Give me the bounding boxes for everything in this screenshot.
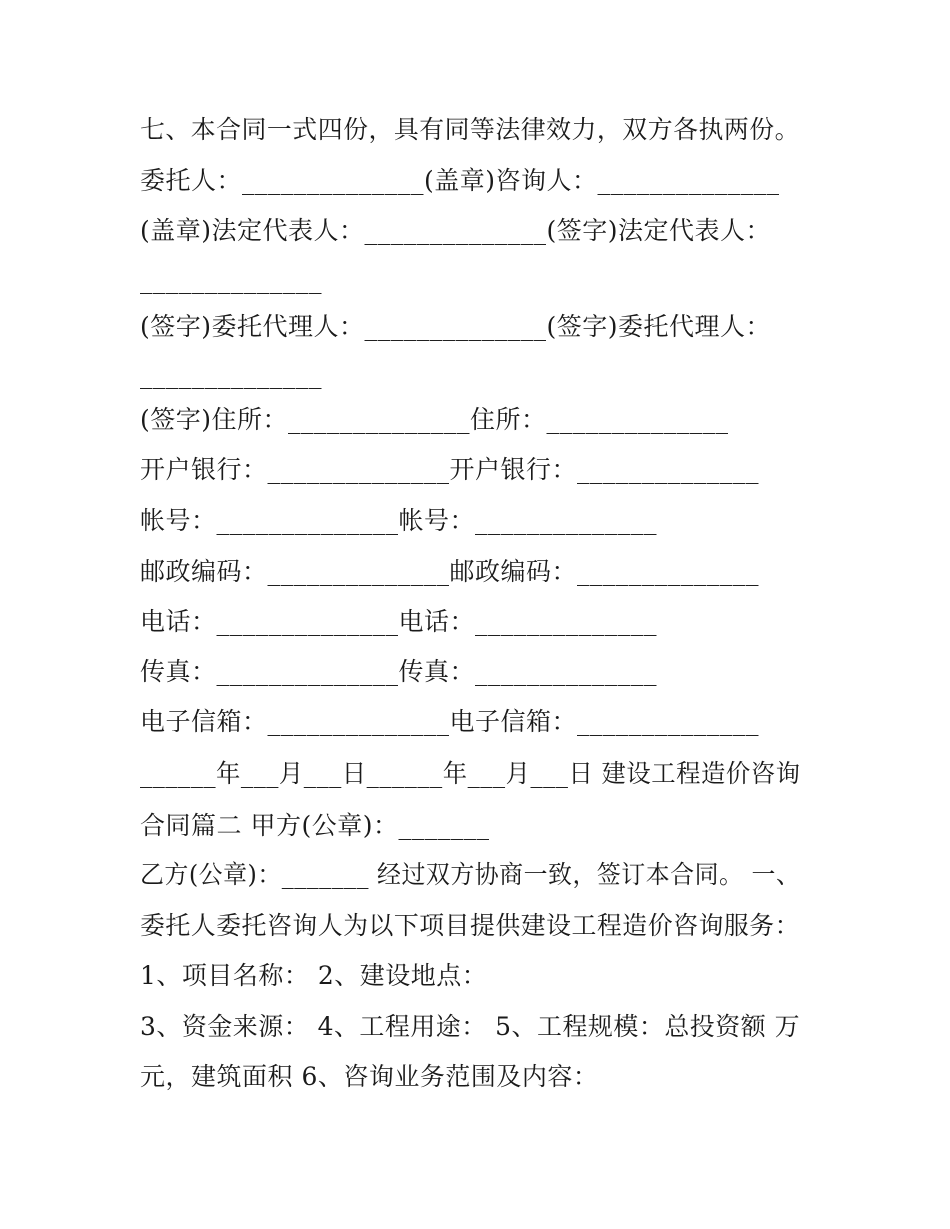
client-consultant-line: 委托人：______________(盖章)咨询人：______________ [140,166,780,195]
legal-representative-line: (盖章)法定代表人：______________(签字)法定代表人： [140,216,772,245]
email-line: 电子信箱：______________电子信箱：______________ [140,707,760,736]
authorized-agent-blank: ______________ [140,360,322,389]
clause-seven: 七、本合同一式四份，具有同等法律效力，双方各执两份。 [140,115,801,144]
party-b-line: 乙方(公章)：_______ 经过双方协商一致，签订本合同。 一、 [140,860,801,889]
fax-line: 传真：______________传真：______________ [140,657,658,686]
bank-line: 开户银行：______________开户银行：______________ [140,455,760,484]
building-area-line: 元，建筑面积 6、咨询业务范围及内容： [140,1062,599,1091]
postal-code-line: 邮政编码：______________邮政编码：______________ [140,557,760,586]
legal-representative-blank: ______________ [140,265,322,294]
project-name-line: 1、项目名称： 2、建设地点： [140,961,488,990]
phone-line: 电话：______________电话：______________ [140,607,658,636]
consulting-service-line: 委托人委托咨询人为以下项目提供建设工程造价咨询服务： [140,911,801,940]
authorized-agent-line: (签字)委托代理人：______________(签字)委托代理人： [140,312,772,341]
address-line: (签字)住所：______________住所：______________ [140,405,729,434]
account-line: 帐号：______________帐号：______________ [140,506,658,535]
funding-source-line: 3、资金来源： 4、工程用途： 5、工程规模：总投资额 万 [140,1012,801,1041]
contract-part-two-heading: 合同篇二 甲方(公章)：_______ [140,811,490,840]
date-line: ______年___月___日______年___月___日 建设工程造价咨询 [140,759,801,788]
